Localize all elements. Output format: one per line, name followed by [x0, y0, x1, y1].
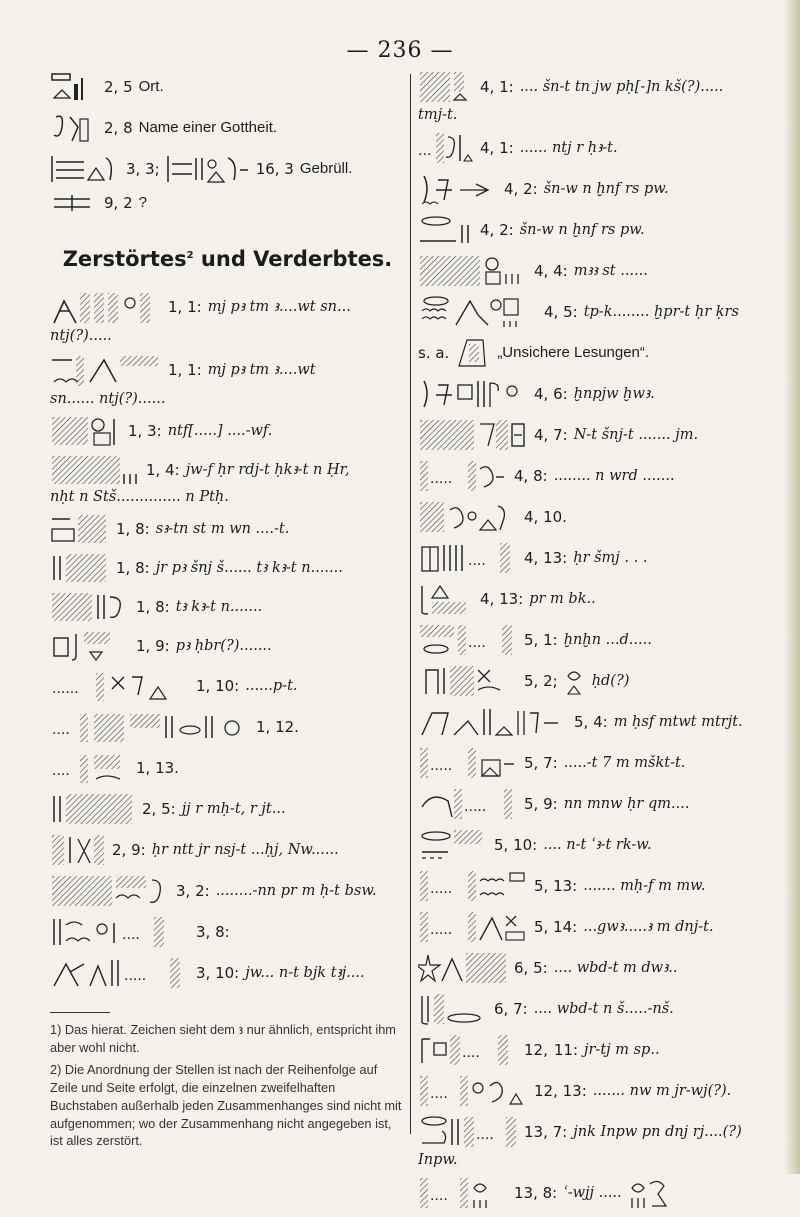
entry-location: 4, 4: [534, 261, 568, 280]
entry-4-7 [418, 418, 780, 452]
entry-4-6 [418, 377, 780, 411]
entry-transliteration: šn-w n ḫnf rs pw. [543, 180, 669, 197]
footnote-2: 2) Die Anordnung der Stellen ist nach der Reihenfolge auf Zeile und Seite erfolgt, die einzelnen zweifelhaften Buchstaben außerhalb jeden Zusammenhanges sind nicht mit aufgenommen; wo der Zusammenhang nicht angegeben ist, ist alles zerstört. [50, 1061, 402, 1149]
svg-text:....: .... [462, 1045, 480, 1061]
entry-location: 9, 2 [104, 193, 133, 212]
hieroglyph-group-icon [418, 172, 498, 206]
footnote-rule [50, 1012, 110, 1013]
hieroglyph-group-icon [455, 336, 491, 370]
entry-5-9 [418, 787, 780, 821]
entry-1-13 [50, 751, 405, 785]
entry-1-4 [50, 454, 405, 486]
svg-text:....: .... [468, 553, 486, 569]
entry-transliteration: sꜣ-tn st m wn ....-t. [155, 520, 290, 537]
entry-location-prefix: 12, [524, 1040, 548, 1059]
entry-4-8 [418, 459, 780, 493]
hieroglyph-group-icon [418, 828, 488, 862]
hieroglyph-group-icon [50, 289, 162, 325]
entry-location: 5, 1: [524, 630, 558, 649]
entry-transliteration: pꜣ ḥbr(?)....... [175, 637, 272, 654]
entry-transliteration: .....-t 7 m mškt-t. [563, 754, 686, 771]
hieroglyph-group-icon [50, 70, 98, 104]
entry-transliteration: pr m bk.. [529, 590, 596, 607]
hieroglyph-group-icon [418, 500, 518, 534]
entry-continuation: tmj-t. [418, 107, 458, 123]
hieroglyph-group-icon [418, 992, 488, 1026]
entry-location: 1, 13. [136, 758, 179, 777]
entry-location: 3, 10: [196, 963, 240, 982]
hieroglyph-group-icon [418, 623, 518, 657]
hieroglyph-group-icon [418, 951, 508, 985]
entry-location: 4, 2: [504, 179, 538, 198]
entry-transliteration: jj r mḥ-t, r jt... [181, 800, 286, 817]
entry-transliteration: .... wbd-t n š.....-nš. [533, 1000, 674, 1017]
footnotes [50, 1012, 405, 1150]
entry-transliteration: ....... mḥ-f m mw. [583, 877, 706, 894]
svg-text:.....: ..... [430, 758, 453, 774]
svg-text:...: ... [418, 143, 432, 159]
svg-text:....: .... [430, 1086, 448, 1102]
hieroglyph-group-icon [418, 541, 518, 575]
left-column [50, 70, 405, 1154]
hieroglyph-group-icon [50, 513, 110, 545]
entry-transliteration: ...... ntj r ḥꜣ-t. [519, 139, 618, 156]
entry-transliteration: tꜣ kꜣ-t n....... [175, 598, 263, 615]
svg-text:.....: ..... [124, 968, 147, 984]
entry-transliteration: šn-w n ḫnf rs pw. [519, 221, 645, 238]
svg-text:....: .... [430, 1188, 448, 1204]
entry-location: 1, 1: [168, 297, 202, 316]
hieroglyph-group-icon [50, 591, 130, 623]
hieroglyph-group-icon [50, 669, 190, 703]
entry-3-10 [50, 956, 405, 990]
entry-13-7 [418, 1115, 780, 1149]
entry-continuation: sn...... ntj(?)...... [50, 391, 166, 407]
entry-location: 3, 8: [196, 922, 230, 941]
svg-text:....: .... [122, 927, 140, 943]
entry-transliteration: nn mnw ḥr qm.... [563, 795, 690, 812]
hieroglyph-group-icon [418, 1176, 508, 1210]
entry-location: 5, 13: [534, 876, 578, 895]
svg-text:....: .... [476, 1127, 494, 1143]
entry-location: 4, 6: [534, 384, 568, 403]
entry-location: 6, 5: [514, 958, 548, 977]
entry-location: 2, 5: [142, 799, 176, 818]
entry-transliteration: jw-f ḥr rdj-t ḥkꜣ-t n Ḥr, [185, 461, 350, 478]
entry-location: 3, 2: [176, 881, 210, 900]
hieroglyph-group-icon [418, 705, 568, 739]
entry-transliteration: mꜣꜣ st ...... [573, 262, 648, 279]
hieroglyph-group-icon [418, 70, 474, 104]
entry-location: 1, 3: [128, 421, 162, 440]
hieroglyph-group-icon [50, 915, 190, 949]
entry-location: 13, 7: [524, 1122, 568, 1141]
entry-3-3 [50, 152, 405, 186]
entry-location: 1, 8: [116, 519, 150, 538]
entry-transliteration: ntf[.....] ....-wf. [167, 422, 273, 439]
right-column [418, 70, 780, 1217]
hieroglyph-group-icon [418, 131, 474, 165]
hieroglyph-group-icon [418, 377, 528, 411]
entry-location: 5, 4: [574, 712, 608, 731]
entry-6-5 [418, 951, 780, 985]
entry-2-9 [50, 833, 405, 867]
entry-transliteration: .... wbd-t m dwꜣ.. [553, 959, 678, 976]
entry-location: 2, 8 [104, 118, 133, 137]
entry-5-2 [418, 664, 780, 698]
entry-transliteration: jr pꜣ šnj š...... tꜣ kꜣ-t n....... [155, 559, 343, 576]
entry-meaning: Gebrüll. [299, 159, 353, 177]
entry-transliteration: ḥr ntt jr nsj-t ...ḥj, Nw...... [151, 841, 339, 858]
entry-4-13a [418, 541, 780, 575]
hieroglyph-group-icon [50, 454, 140, 486]
heading-text: Zerstörtes [62, 247, 187, 271]
entry-location: 11: [553, 1040, 578, 1059]
hieroglyph-group-icon [50, 152, 120, 186]
hieroglyph-group-icon [50, 630, 130, 662]
section-heading [50, 247, 405, 271]
entry-3-2 [50, 874, 405, 908]
entry-4-13b [418, 582, 780, 616]
hieroglyph-group-icon [50, 193, 98, 213]
entry-5-14 [418, 910, 780, 944]
svg-text:.....: ..... [430, 881, 453, 897]
svg-text:.....: ..... [430, 922, 453, 938]
entry-location: 1, 1: [168, 360, 202, 379]
hieroglyph-group-icon [418, 1033, 518, 1067]
entry-meaning: Name einer Gottheit. [138, 118, 278, 136]
entry-transliteration: .... šn-t tn jw pḥ[-]n kš(?)..... [519, 78, 724, 95]
entry-see-also [418, 336, 780, 370]
entry-meaning: Ort. [138, 77, 164, 95]
entry-transliteration: mj pꜣ tm ꜣ....wt [207, 361, 316, 378]
entry-4-1a [418, 70, 780, 104]
page-edge-shadow [784, 0, 800, 1174]
hieroglyph-group-icon [418, 418, 528, 452]
hieroglyph-group-icon [628, 1176, 672, 1210]
svg-text:....: .... [468, 635, 486, 651]
entry-continuation: ntj(?)..... [50, 328, 112, 344]
heading-footnote-mark: 2 [186, 250, 194, 261]
entry-1-1a [50, 289, 405, 325]
entry-1-8b [50, 552, 405, 584]
entry-4-2a [418, 172, 780, 206]
entry-transliteration: .... n-t ʿꜣ-t rk-w. [543, 836, 652, 853]
hieroglyph-group-icon [50, 111, 98, 145]
hieroglyph-group-icon [50, 874, 170, 908]
entry-13-8 [418, 1176, 780, 1210]
entry-transliteration: ḫnḫn ...d..... [563, 631, 652, 648]
hieroglyph-group-icon [418, 910, 528, 944]
hieroglyph-group-icon [50, 710, 250, 744]
hieroglyph-group-icon [418, 664, 518, 698]
heading-text-rest: und Verderbtes. [193, 247, 393, 271]
entry-location: s. a. [418, 343, 450, 362]
svg-text:....: .... [52, 763, 70, 779]
hieroglyph-group-icon [418, 1115, 518, 1149]
entry-transliteration: ḫnpjw ḫwꜣ. [573, 385, 655, 402]
entry-location: 2, 5 [104, 77, 133, 96]
entry-4-2b [418, 213, 780, 247]
entry-location: 1, 10: [196, 676, 240, 695]
page-number: — 236 — [346, 38, 454, 63]
hieroglyph-group-icon [418, 869, 528, 903]
entry-meaning: „Unsichere Lesungen“. [497, 343, 650, 361]
entry-transliteration: N-t šnj-t ....... jm. [573, 426, 699, 443]
entry-location: 5, 10: [494, 835, 538, 854]
hieroglyph-group-icon [418, 295, 538, 329]
entry-transliteration: ........-nn pr m ḥ-t bsw. [215, 882, 377, 899]
entry-meaning: ? [138, 193, 147, 211]
column-divider [410, 74, 411, 1134]
entry-4-1b [418, 131, 780, 165]
entry-5-13 [418, 869, 780, 903]
entry-3-8 [50, 915, 405, 949]
hieroglyph-group-icon [50, 415, 122, 447]
entry-transliteration: jw... n-t bjk tꜣj.... [245, 964, 365, 981]
entry-location: 3, 3; [126, 159, 160, 178]
entry-1-9 [50, 630, 405, 662]
entry-5-4 [418, 705, 780, 739]
entry-location: 4, 7: [534, 425, 568, 444]
entry-location: 6, 7: [494, 999, 528, 1018]
entry-location: 4, 1: [480, 77, 514, 96]
hieroglyph-group-icon [50, 352, 162, 388]
hieroglyph-group-icon [50, 792, 136, 826]
entry-4-4 [418, 254, 780, 288]
entry-location: 5, 9: [524, 794, 558, 813]
entry-transliteration: ḥd(?) [591, 672, 630, 689]
entry-location: 1, 8: [136, 597, 170, 616]
entry-2-5 [50, 70, 405, 104]
entry-location: 4, 10. [524, 507, 567, 526]
entry-location: 1, 9: [136, 636, 170, 655]
svg-text:.....: ..... [464, 799, 487, 815]
entry-location: 1, 12. [256, 717, 299, 736]
hieroglyph-group-icon [50, 833, 106, 867]
hieroglyph-group-icon [418, 213, 474, 247]
entry-continuation: Inpw. [418, 1152, 458, 1168]
entry-location: 4, 13: [524, 548, 568, 567]
hieroglyph-group-icon [418, 746, 518, 780]
entry-location: 2, 9: [112, 840, 146, 859]
entry-transliteration: ......p-t. [245, 677, 298, 694]
hieroglyph-group-icon [418, 787, 518, 821]
entry-location: 16, 3 [255, 159, 294, 178]
entry-transliteration: jnk Inpw pn dnj rj....(?) [573, 1123, 742, 1140]
entry-transliteration: ʿ-wjj ..... [563, 1184, 622, 1201]
entry-location: 4, 5: [544, 302, 578, 321]
entry-4-10 [418, 500, 780, 534]
entry-location: 5, 7: [524, 753, 558, 772]
entry-transliteration: jr-tj m sp.. [584, 1041, 660, 1058]
entry-5-1 [418, 623, 780, 657]
entry-5-7 [418, 746, 780, 780]
entry-5-10 [418, 828, 780, 862]
svg-text:.....: ..... [430, 471, 453, 487]
entry-location: 4, 2: [480, 220, 514, 239]
hieroglyph-group-icon [50, 552, 110, 584]
entry-location: 1, 4: [146, 460, 180, 479]
entry-location: 5, 2; [524, 671, 558, 690]
entry-location: 13, 8: [514, 1183, 558, 1202]
footnote-1: 1) Das hierat. Zeichen sieht dem ꜣ nur ähnlich, entspricht ihm aber wohl nicht. [50, 1022, 396, 1055]
entry-6-7 [418, 992, 780, 1026]
entry-location: 4, 1: [480, 138, 514, 157]
entry-location: 1, 8: [116, 558, 150, 577]
svg-text:....: .... [52, 722, 70, 738]
entry-2-5b [50, 792, 405, 826]
hieroglyph-group-icon [50, 956, 190, 990]
entry-transliteration: ḥr šmj . . . [573, 549, 648, 566]
svg-text:......: ...... [52, 681, 79, 697]
entry-9-2 [50, 193, 405, 213]
entry-transliteration: ........ n wrd ....... [553, 467, 675, 484]
hieroglyph-group-icon [166, 152, 250, 186]
entry-location: 4, 13: [480, 589, 524, 608]
entry-12-11 [418, 1033, 780, 1067]
entry-1-8c [50, 591, 405, 623]
hieroglyph-group-icon [564, 664, 586, 698]
hieroglyph-group-icon [50, 751, 130, 785]
entry-1-10 [50, 669, 405, 703]
entry-1-12 [50, 710, 405, 744]
entry-1-1b [50, 352, 405, 388]
entry-transliteration: tp-k........ ḫpr-t ḥr ḳrs [583, 303, 739, 320]
entry-transliteration: m ḥsf mtwt mtrjt. [613, 713, 743, 730]
hieroglyph-group-icon [418, 254, 528, 288]
entry-4-5 [418, 295, 780, 329]
hieroglyph-group-icon [418, 582, 474, 616]
entry-location: 5, 14: [534, 917, 578, 936]
entry-location: 12, 13: [534, 1081, 587, 1100]
entry-transliteration: ...gwꜣ.....ꜣ m dnj-t. [583, 918, 714, 935]
hieroglyph-group-icon [418, 1074, 528, 1108]
entry-1-8a [50, 513, 405, 545]
entry-2-8 [50, 111, 405, 145]
entry-location: 4, 8: [514, 466, 548, 485]
entry-transliteration: ....... nw m jr-wj(?). [592, 1082, 732, 1099]
entry-continuation: nḥt n Stš.............. n Ptḥ. [50, 489, 229, 505]
entry-12-13 [418, 1074, 780, 1108]
hieroglyph-group-icon [418, 459, 508, 493]
entry-1-3 [50, 415, 405, 447]
entry-transliteration: mj pꜣ tm ꜣ....wt sn... [207, 298, 351, 315]
